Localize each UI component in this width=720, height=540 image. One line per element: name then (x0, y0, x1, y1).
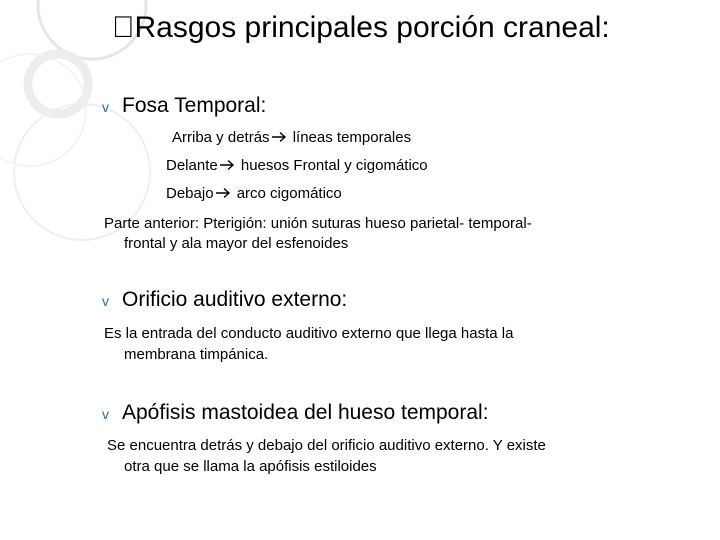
orificio-line-2: membrana timpánica. (124, 346, 269, 363)
apofisis-line-2: otra que se llama la apófisis estiloides (124, 458, 377, 475)
section-heading-fosa (102, 93, 266, 120)
fosa-line-text: huesos Frontal y cigomático (236, 157, 428, 174)
apofisis-line-1: Se encuentra detrás y debajo del orificio auditivo externo. Y existe (107, 437, 546, 454)
fosa-line-3 (166, 184, 342, 204)
fosa-line-text: Debajo (166, 185, 214, 202)
fosa-line-text: arco cigomático (232, 185, 342, 202)
heading-text: Apófisis mastoidea del hueso temporal: (122, 401, 489, 424)
arrow-right-icon (271, 131, 287, 143)
arrow-right-icon (219, 159, 235, 171)
orificio-line-1: Es la entrada del conducto auditivo externo que llega hasta la (104, 325, 514, 342)
arrow-right-icon (215, 187, 231, 199)
fosa-line-text: líneas temporales (288, 129, 412, 146)
slide-title: Rasgos principales porción craneal: (112, 11, 588, 44)
bullet-icon: v (102, 406, 109, 422)
section-heading-apofisis (102, 400, 489, 427)
fosa-line-text: Delante (166, 157, 218, 174)
bullet-icon: v (102, 99, 109, 115)
parte-anterior-line-1: Parte anterior: Pterigión: unión suturas hueso parietal- temporal- (104, 215, 532, 232)
heading-text: Fosa Temporal: (122, 94, 267, 117)
fosa-line-2 (166, 156, 428, 176)
parte-anterior-line-2: frontal y ala mayor del esfenoides (124, 235, 349, 252)
section-heading-orificio (102, 287, 347, 314)
heading-text: Orificio auditivo externo: (122, 288, 348, 311)
fosa-line-1 (172, 128, 411, 148)
fosa-line-text: Arriba y detrás (172, 129, 270, 146)
bullet-icon: v (102, 293, 109, 309)
